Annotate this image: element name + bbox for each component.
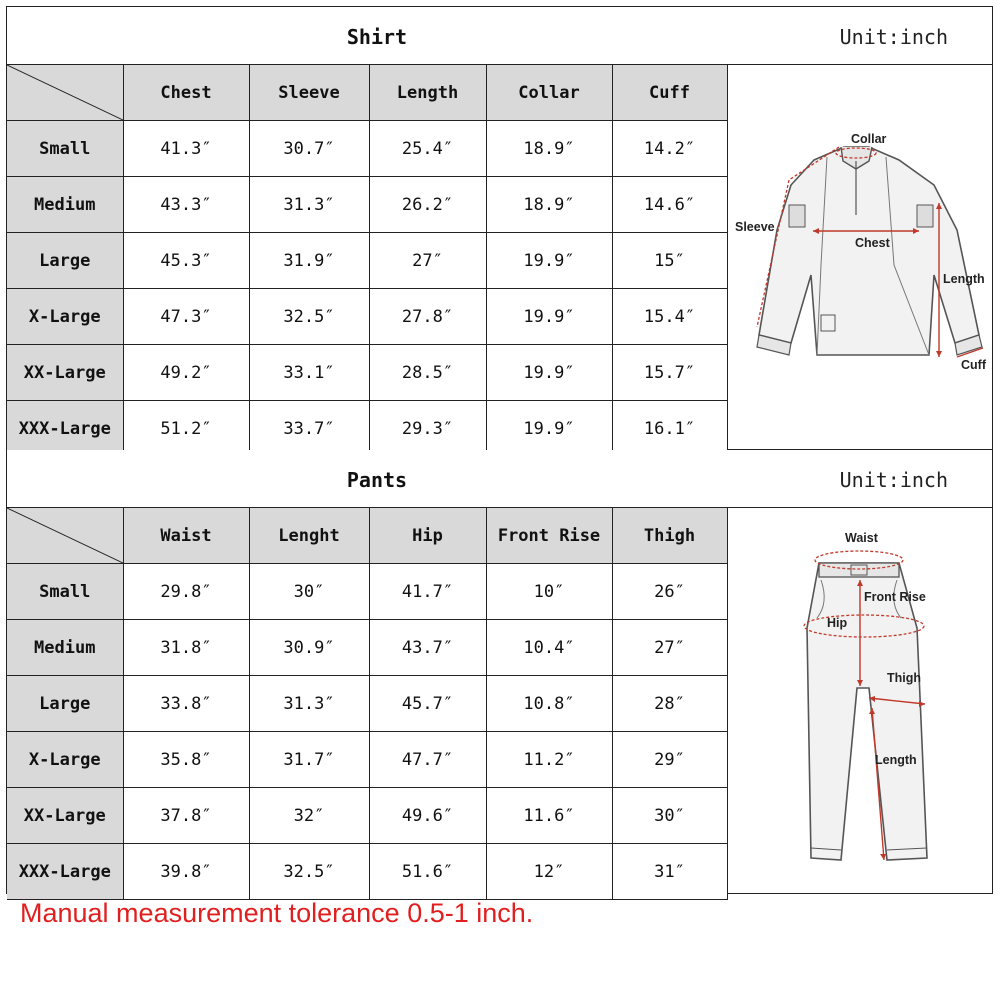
table-cell: 31.7″ [249, 732, 369, 788]
table-cell: 30.7″ [249, 121, 369, 177]
table-cell: 31.3″ [249, 676, 369, 732]
table-cell: 19.9″ [486, 345, 612, 401]
size-label: Medium [7, 620, 123, 676]
length-label: Length [943, 272, 985, 286]
table-cell: 14.2″ [612, 121, 727, 177]
table-cell: 47.7″ [369, 732, 486, 788]
table-cell: 19.9″ [486, 233, 612, 289]
pants-header-row [7, 508, 727, 564]
table-cell: 12″ [486, 844, 612, 900]
table-cell: 33.1″ [249, 345, 369, 401]
front-rise-label: Front Rise [864, 590, 926, 604]
size-label: Large [7, 676, 123, 732]
table-cell: 19.9″ [486, 401, 612, 457]
pants-col-waist: Waist [123, 508, 249, 564]
cuff-label: Cuff [961, 358, 986, 372]
table-cell: 39.8″ [123, 844, 249, 900]
shirt-diagram [729, 65, 992, 449]
table-cell: 51.2″ [123, 401, 249, 457]
table-cell: 32″ [249, 788, 369, 844]
shirt-col-cuff: Cuff [612, 65, 727, 121]
table-row [7, 177, 727, 233]
shirt-table [7, 65, 728, 457]
table-cell: 26″ [612, 564, 727, 620]
size-label: Large [7, 233, 123, 289]
table-row [7, 844, 727, 900]
table-cell: 14.6″ [612, 177, 727, 233]
length-label: Length [875, 753, 917, 767]
pants-diagram [729, 508, 992, 892]
pants-measurement-icon [729, 508, 992, 892]
size-label: X-Large [7, 732, 123, 788]
table-cell: 35.8″ [123, 732, 249, 788]
diagonal-divider-icon [7, 65, 123, 120]
table-cell: 10″ [486, 564, 612, 620]
hip-label: Hip [827, 616, 848, 630]
table-cell: 16.1″ [612, 401, 727, 457]
table-cell: 18.9″ [486, 177, 612, 233]
pants-size-chart [6, 450, 993, 894]
table-cell: 11.2″ [486, 732, 612, 788]
table-cell: 47.3″ [123, 289, 249, 345]
shirt-unit: Unit:inch [839, 25, 948, 49]
table-cell: 11.6″ [486, 788, 612, 844]
table-cell: 45.7″ [369, 676, 486, 732]
shirt-col-collar: Collar [486, 65, 612, 121]
pants-table [7, 508, 728, 900]
table-cell: 49.2″ [123, 345, 249, 401]
table-cell: 29.8″ [123, 564, 249, 620]
table-cell: 43.7″ [369, 620, 486, 676]
shirt-title-row [7, 7, 992, 65]
table-cell: 43.3″ [123, 177, 249, 233]
size-label: XX-Large [7, 345, 123, 401]
shirt-title: Shirt [346, 25, 408, 49]
table-cell: 30″ [249, 564, 369, 620]
table-row [7, 620, 727, 676]
table-cell: 33.8″ [123, 676, 249, 732]
shirt-col-sleeve: Sleeve [249, 65, 369, 121]
pants-title: Pants [346, 468, 408, 492]
table-row [7, 345, 727, 401]
table-cell: 15″ [612, 233, 727, 289]
table-cell: 41.7″ [369, 564, 486, 620]
table-cell: 31.3″ [249, 177, 369, 233]
size-label: XXX-Large [7, 844, 123, 900]
table-cell: 37.8″ [123, 788, 249, 844]
table-cell: 30.9″ [249, 620, 369, 676]
table-cell: 30″ [612, 788, 727, 844]
table-cell: 28″ [612, 676, 727, 732]
size-label: XX-Large [7, 788, 123, 844]
table-cell: 31″ [612, 844, 727, 900]
table-cell: 10.8″ [486, 676, 612, 732]
table-cell: 15.7″ [612, 345, 727, 401]
table-row [7, 401, 727, 457]
table-row [7, 233, 727, 289]
table-row [7, 676, 727, 732]
tolerance-note: Manual measurement tolerance 0.5-1 inch. [20, 898, 534, 928]
shirt-col-chest: Chest [123, 65, 249, 121]
table-row [7, 788, 727, 844]
table-cell: 49.6″ [369, 788, 486, 844]
thigh-label: Thigh [887, 671, 922, 685]
waist-label: Waist [845, 531, 878, 545]
chest-label: Chest [855, 236, 890, 250]
table-cell: 29.3″ [369, 401, 486, 457]
table-cell: 28.5″ [369, 345, 486, 401]
table-cell: 51.6″ [369, 844, 486, 900]
table-cell: 32.5″ [249, 289, 369, 345]
table-row [7, 289, 727, 345]
table-cell: 26.2″ [369, 177, 486, 233]
table-cell: 29″ [612, 732, 727, 788]
pants-unit: Unit:inch [839, 468, 948, 492]
table-row [7, 121, 727, 177]
table-cell: 45.3″ [123, 233, 249, 289]
table-cell: 32.5″ [249, 844, 369, 900]
table-cell: 27″ [369, 233, 486, 289]
table-row [7, 732, 727, 788]
pants-col-thigh: Thigh [612, 508, 727, 564]
pants-col-hip: Hip [369, 508, 486, 564]
table-cell: 41.3″ [123, 121, 249, 177]
sleeve-label: Sleeve [735, 220, 775, 234]
collar-label: Collar [851, 132, 887, 146]
shirt-col-length: Length [369, 65, 486, 121]
table-row [7, 564, 727, 620]
table-cell: 15.4″ [612, 289, 727, 345]
table-cell: 31.8″ [123, 620, 249, 676]
table-cell: 27.8″ [369, 289, 486, 345]
shirt-corner-cell [7, 65, 123, 121]
pants-corner-cell [7, 508, 123, 564]
shirt-measurement-icon [729, 65, 992, 449]
table-cell: 25.4″ [369, 121, 486, 177]
pants-title-row [7, 450, 992, 508]
size-label: Medium [7, 177, 123, 233]
diagonal-divider-icon [7, 508, 123, 563]
pants-col-front-rise: Front Rise [486, 508, 612, 564]
size-label: XXX-Large [7, 401, 123, 457]
table-cell: 27″ [612, 620, 727, 676]
size-label: Small [7, 121, 123, 177]
table-cell: 19.9″ [486, 289, 612, 345]
table-cell: 33.7″ [249, 401, 369, 457]
shirt-header-row [7, 65, 727, 121]
shirt-size-chart [6, 6, 993, 450]
table-cell: 18.9″ [486, 121, 612, 177]
pants-col-length: Lenght [249, 508, 369, 564]
size-label: Small [7, 564, 123, 620]
size-label: X-Large [7, 289, 123, 345]
table-cell: 31.9″ [249, 233, 369, 289]
table-cell: 10.4″ [486, 620, 612, 676]
